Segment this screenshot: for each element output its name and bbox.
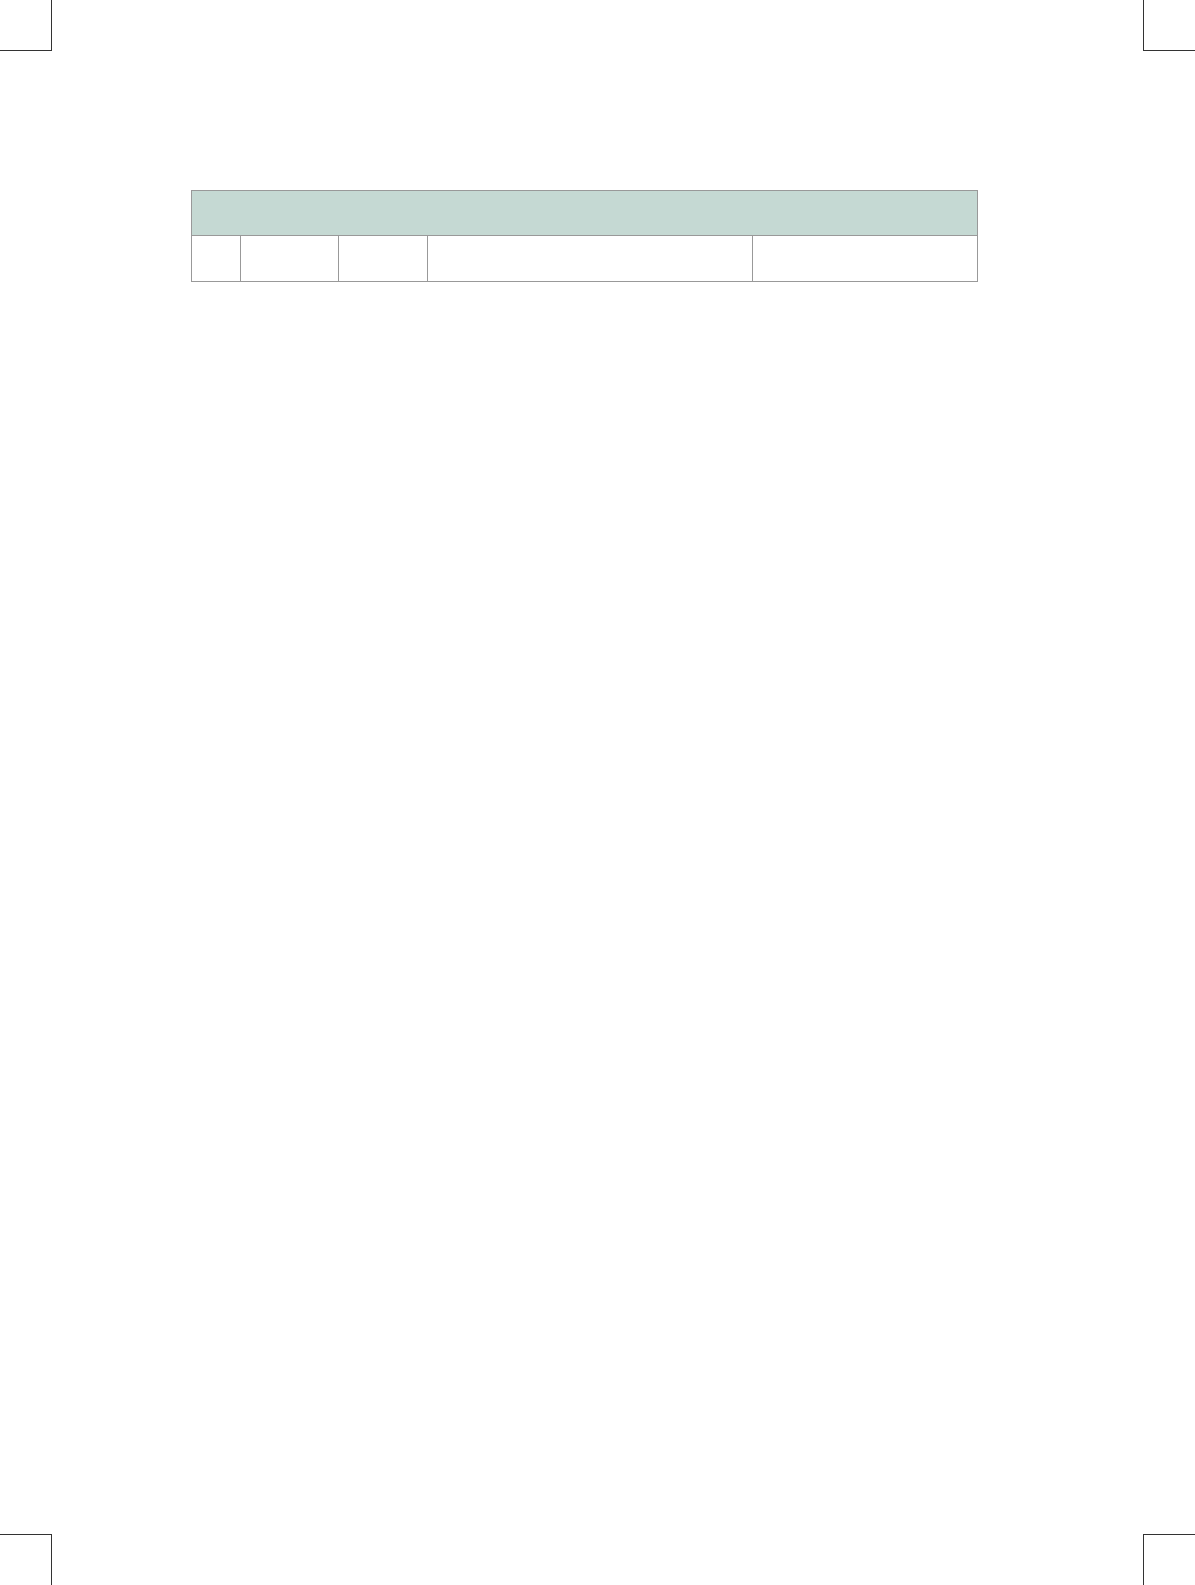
crop-mark-tr-h [1143,50,1195,51]
crop-mark-br-h [1143,1534,1195,1535]
header-eval [753,236,978,282]
header-row [192,236,978,282]
crop-mark-tl-v [51,0,52,51]
header-desc [428,236,753,282]
crop-mark-tr-v [1143,0,1144,51]
header-name [241,236,339,282]
crop-mark-tl-h [0,50,52,51]
crop-mark-bl-v [51,1534,52,1585]
header-category [339,236,428,282]
crop-mark-bl-h [0,1534,52,1535]
crop-mark-br-v [1143,1534,1144,1585]
header-num [192,236,241,282]
section-title [192,191,978,236]
section-row [192,191,978,236]
product-table [191,190,978,282]
